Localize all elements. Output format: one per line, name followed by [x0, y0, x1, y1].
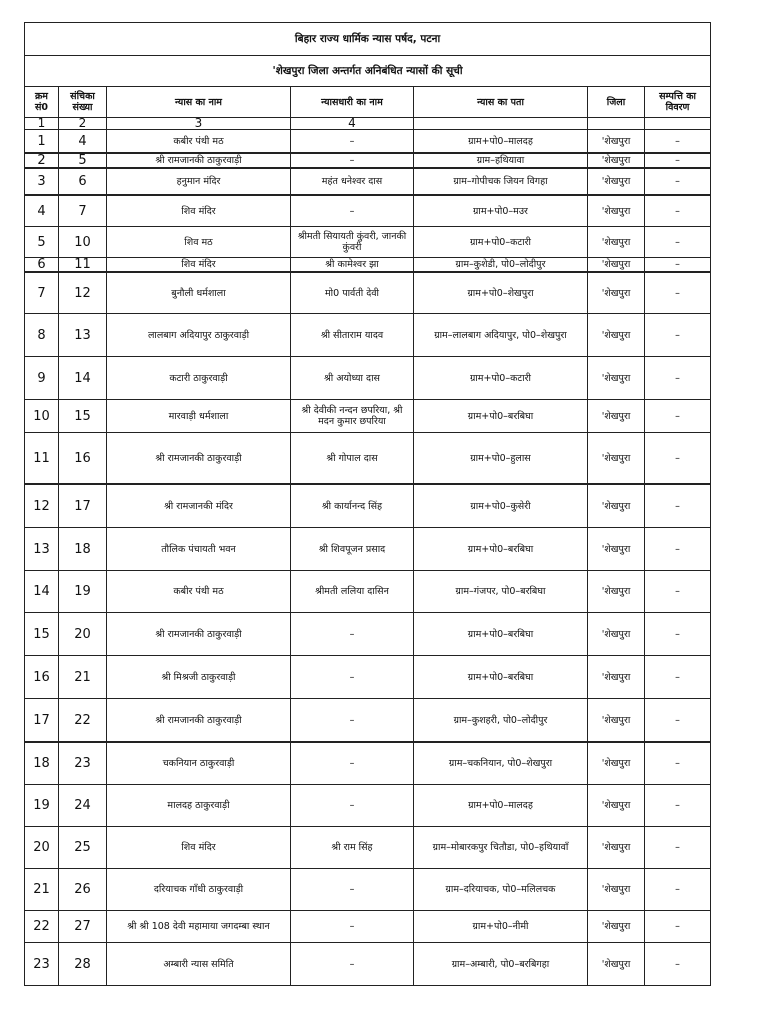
table-row [25, 869, 711, 911]
row-register-number: 20 [59, 613, 107, 656]
row-register-number: 16 [59, 433, 107, 485]
header-district: जिला [588, 87, 645, 118]
row-property: – [645, 357, 711, 400]
row-register-number: 21 [59, 656, 107, 699]
row-district: 'शेखपुरा [588, 357, 645, 400]
table-row [25, 943, 711, 986]
row-address: ग्राम–लालबाग अदियापुर, पो0–शेखपुरा [414, 314, 588, 357]
document-title: बिहार राज्य धार्मिक न्यास पर्षद, पटना [25, 23, 711, 56]
table-row [25, 168, 711, 195]
row-trust-name: श्री श्री 108 देवी महामाया जगदम्बा स्थान [107, 911, 291, 943]
row-serial: 5 [25, 227, 59, 258]
table-row [25, 613, 711, 656]
row-property: – [645, 153, 711, 168]
row-district: 'शेखपुरा [588, 869, 645, 911]
row-address: ग्राम–कुशहरी, पो0–लोदीपुर [414, 699, 588, 743]
column-number [645, 118, 711, 130]
row-trust-name: शिव मंदिर [107, 827, 291, 869]
row-register-number: 4 [59, 130, 107, 154]
row-register-number: 27 [59, 911, 107, 943]
row-property: – [645, 656, 711, 699]
row-register-number: 10 [59, 227, 107, 258]
row-register-number: 13 [59, 314, 107, 357]
header-trust-name: न्यास का नाम [107, 87, 291, 118]
row-property: – [645, 911, 711, 943]
row-register-number: 24 [59, 785, 107, 827]
row-district: 'शेखपुरा [588, 699, 645, 743]
row-trustee: श्री कार्यानन्द सिंह [291, 484, 414, 528]
header-register: संचिका संख्या [59, 87, 107, 118]
table-row [25, 357, 711, 400]
table-row [25, 528, 711, 571]
row-trust-name: शिव मंदिर [107, 258, 291, 273]
table-row [25, 153, 711, 168]
row-trust-name: श्री मिश्रजी ठाकुरवाड़ी [107, 656, 291, 699]
row-district: 'शेखपुरा [588, 433, 645, 485]
row-trustee: – [291, 943, 414, 986]
table-row [25, 656, 711, 699]
header-row [25, 87, 711, 118]
row-property: – [645, 130, 711, 154]
row-serial: 17 [25, 699, 59, 743]
row-address: ग्राम–मोबारकपुर चितौडा, पो0–हथियावाँ [414, 827, 588, 869]
row-register-number: 28 [59, 943, 107, 986]
row-address: ग्राम+पो0–शेखपुरा [414, 272, 588, 314]
row-serial: 7 [25, 272, 59, 314]
row-serial: 3 [25, 168, 59, 195]
row-trustee: – [291, 153, 414, 168]
row-district: 'शेखपुरा [588, 785, 645, 827]
row-register-number: 25 [59, 827, 107, 869]
row-serial: 8 [25, 314, 59, 357]
row-address: ग्राम–दरियाचक, पो0–मलिलचक [414, 869, 588, 911]
row-trustee: श्री गोपाल दास [291, 433, 414, 485]
row-register-number: 26 [59, 869, 107, 911]
row-serial: 6 [25, 258, 59, 273]
row-property: – [645, 258, 711, 273]
row-serial: 23 [25, 943, 59, 986]
table-row [25, 911, 711, 943]
row-address: ग्राम+पो0–मउर [414, 195, 588, 227]
row-serial: 18 [25, 742, 59, 785]
table-row [25, 742, 711, 785]
row-district: 'शेखपुरा [588, 484, 645, 528]
header-serial: क्रम सं0 [25, 87, 59, 118]
row-trustee: – [291, 699, 414, 743]
row-register-number: 17 [59, 484, 107, 528]
row-register-number: 22 [59, 699, 107, 743]
row-serial: 4 [25, 195, 59, 227]
row-register-number: 11 [59, 258, 107, 273]
column-number [588, 118, 645, 130]
row-trust-name: बुनौली धर्मशाला [107, 272, 291, 314]
row-register-number: 6 [59, 168, 107, 195]
row-trustee: श्री अयोध्या दास [291, 357, 414, 400]
row-district: 'शेखपुरा [588, 613, 645, 656]
row-serial: 11 [25, 433, 59, 485]
row-serial: 9 [25, 357, 59, 400]
row-property: – [645, 484, 711, 528]
row-trust-name: श्री रामजानकी ठाकुरवाड़ी [107, 699, 291, 743]
row-property: – [645, 869, 711, 911]
table-row [25, 484, 711, 528]
header-address: न्यास का पता [414, 87, 588, 118]
row-address: ग्राम–गंजपर, पो0–बरबिघा [414, 571, 588, 613]
row-property: – [645, 785, 711, 827]
row-property: – [645, 699, 711, 743]
row-trustee: – [291, 785, 414, 827]
table-row [25, 195, 711, 227]
table-row [25, 571, 711, 613]
row-trust-name: श्री रामजानकी ठाकुरवाड़ी [107, 613, 291, 656]
row-register-number: 14 [59, 357, 107, 400]
row-trustee: – [291, 911, 414, 943]
row-district: 'शेखपुरा [588, 130, 645, 154]
row-district: 'शेखपुरा [588, 258, 645, 273]
row-district: 'शेखपुरा [588, 153, 645, 168]
row-property: – [645, 827, 711, 869]
row-property: – [645, 272, 711, 314]
column-number-row [25, 118, 711, 130]
row-address: ग्राम+पो0–बरबिघा [414, 656, 588, 699]
row-trustee: – [291, 656, 414, 699]
row-trust-name: तौलिक पंचायती भवन [107, 528, 291, 571]
row-property: – [645, 613, 711, 656]
row-trustee: श्री सीताराम यादव [291, 314, 414, 357]
column-number: 1 [25, 118, 59, 130]
document-subtitle: 'शेखपुरा जिला अन्तर्गत अनिबंधित न्यासों की सूची [25, 56, 711, 87]
row-serial: 2 [25, 153, 59, 168]
row-district: 'शेखपुरा [588, 400, 645, 433]
row-serial: 1 [25, 130, 59, 154]
row-trustee: श्री कामेश्वर झा [291, 258, 414, 273]
row-district: 'शेखपुरा [588, 656, 645, 699]
row-serial: 10 [25, 400, 59, 433]
table-row [25, 272, 711, 314]
row-trust-name: कबीर पंथी मठ [107, 130, 291, 154]
row-address: ग्राम+पो0–मालदह [414, 130, 588, 154]
row-district: 'शेखपुरा [588, 827, 645, 869]
row-property: – [645, 400, 711, 433]
row-property: – [645, 227, 711, 258]
row-serial: 19 [25, 785, 59, 827]
row-district: 'शेखपुरा [588, 571, 645, 613]
row-trust-name: श्री रामजानकी ठाकुरवाड़ी [107, 433, 291, 485]
row-serial: 13 [25, 528, 59, 571]
row-address: ग्राम+पो0–बरबिघा [414, 613, 588, 656]
row-serial: 15 [25, 613, 59, 656]
table-row [25, 433, 711, 485]
row-address: ग्राम–कुशेडी, पो0–लोदीपुर [414, 258, 588, 273]
row-trustee: महंत धनेश्वर दास [291, 168, 414, 195]
row-trust-name: कटारी ठाकुरवाड़ी [107, 357, 291, 400]
table-row [25, 699, 711, 743]
row-trustee: मो0 पार्वती देवी [291, 272, 414, 314]
row-trustee: श्री शिवपूजन प्रसाद [291, 528, 414, 571]
table-row [25, 827, 711, 869]
row-property: – [645, 742, 711, 785]
row-trustee: – [291, 869, 414, 911]
column-number: 4 [291, 118, 414, 130]
row-trust-name: हनुमान मंदिर [107, 168, 291, 195]
row-district: 'शेखपुरा [588, 742, 645, 785]
row-serial: 16 [25, 656, 59, 699]
row-district: 'शेखपुरा [588, 227, 645, 258]
row-district: 'शेखपुरा [588, 272, 645, 314]
row-district: 'शेखपुरा [588, 943, 645, 986]
row-register-number: 19 [59, 571, 107, 613]
row-serial: 20 [25, 827, 59, 869]
row-register-number: 18 [59, 528, 107, 571]
row-register-number: 23 [59, 742, 107, 785]
row-address: ग्राम+पो0–बरबिघा [414, 528, 588, 571]
row-trustee: श्री राम सिंह [291, 827, 414, 869]
row-trust-name: कबीर पंथी मठ [107, 571, 291, 613]
table-row [25, 314, 711, 357]
table-row [25, 130, 711, 154]
row-district: 'शेखपुरा [588, 314, 645, 357]
row-address: ग्राम–गोपीचक जियन विगहा [414, 168, 588, 195]
row-address: ग्राम–हथियावा [414, 153, 588, 168]
table-row [25, 400, 711, 433]
row-trust-name: शिव मठ [107, 227, 291, 258]
row-trust-name: श्री रामजानकी मंदिर [107, 484, 291, 528]
row-trustee: श्री देवीकी नन्दन छपरिया, श्री मदन कुमार छपरिया [291, 400, 414, 433]
row-address: ग्राम+पो0–मालदह [414, 785, 588, 827]
row-address: ग्राम+पो0–कटारी [414, 357, 588, 400]
row-trustee: श्रीमती सियायती कुंवरी, जानकी कुंवरी [291, 227, 414, 258]
row-trust-name: मारवाड़ी धर्मशाला [107, 400, 291, 433]
row-trust-name: शिव मंदिर [107, 195, 291, 227]
row-property: – [645, 314, 711, 357]
row-register-number: 12 [59, 272, 107, 314]
row-trust-name: लालबाग अदियापुर ठाकुरवाड़ी [107, 314, 291, 357]
row-trust-name: चकनियान ठाकुरवाड़ी [107, 742, 291, 785]
row-address: ग्राम+पो0–हुलास [414, 433, 588, 485]
row-serial: 12 [25, 484, 59, 528]
row-district: 'शेखपुरा [588, 168, 645, 195]
row-address: ग्राम+पो0–बरबिघा [414, 400, 588, 433]
row-trust-name: मालदह ठाकुरवाड़ी [107, 785, 291, 827]
row-trustee: – [291, 195, 414, 227]
row-register-number: 7 [59, 195, 107, 227]
row-property: – [645, 571, 711, 613]
row-trustee: – [291, 613, 414, 656]
row-property: – [645, 528, 711, 571]
row-property: – [645, 195, 711, 227]
table-row [25, 785, 711, 827]
header-trustee: न्यासधारी का नाम [291, 87, 414, 118]
table-row [25, 258, 711, 273]
row-trust-name: श्री रामजानकी ठाकुरवाड़ी [107, 153, 291, 168]
row-trustee: – [291, 130, 414, 154]
trust-list-table [24, 22, 711, 986]
row-district: 'शेखपुरा [588, 911, 645, 943]
row-address: ग्राम–अम्बारी, पो0–बरबिगहा [414, 943, 588, 986]
row-property: – [645, 433, 711, 485]
row-register-number: 5 [59, 153, 107, 168]
row-trustee: – [291, 742, 414, 785]
row-trust-name: अम्बारी न्यास समिति [107, 943, 291, 986]
table-row [25, 227, 711, 258]
header-property: सम्पत्ति का विवरण [645, 87, 711, 118]
row-serial: 21 [25, 869, 59, 911]
row-register-number: 15 [59, 400, 107, 433]
column-number [414, 118, 588, 130]
row-serial: 22 [25, 911, 59, 943]
row-property: – [645, 943, 711, 986]
row-address: ग्राम+पो0–नीमी [414, 911, 588, 943]
column-number: 2 [59, 118, 107, 130]
row-address: ग्राम–चकनियान, पो0–शेखपुरा [414, 742, 588, 785]
row-address: ग्राम+पो0–कटारी [414, 227, 588, 258]
row-address: ग्राम+पो0–कुसेरी [414, 484, 588, 528]
column-number: 3 [107, 118, 291, 130]
row-serial: 14 [25, 571, 59, 613]
row-property: – [645, 168, 711, 195]
row-trust-name: दरियाचक गाँधी ठाकुरवाड़ी [107, 869, 291, 911]
row-district: 'शेखपुरा [588, 528, 645, 571]
row-district: 'शेखपुरा [588, 195, 645, 227]
row-trustee: श्रीमती ललिया दासिन [291, 571, 414, 613]
